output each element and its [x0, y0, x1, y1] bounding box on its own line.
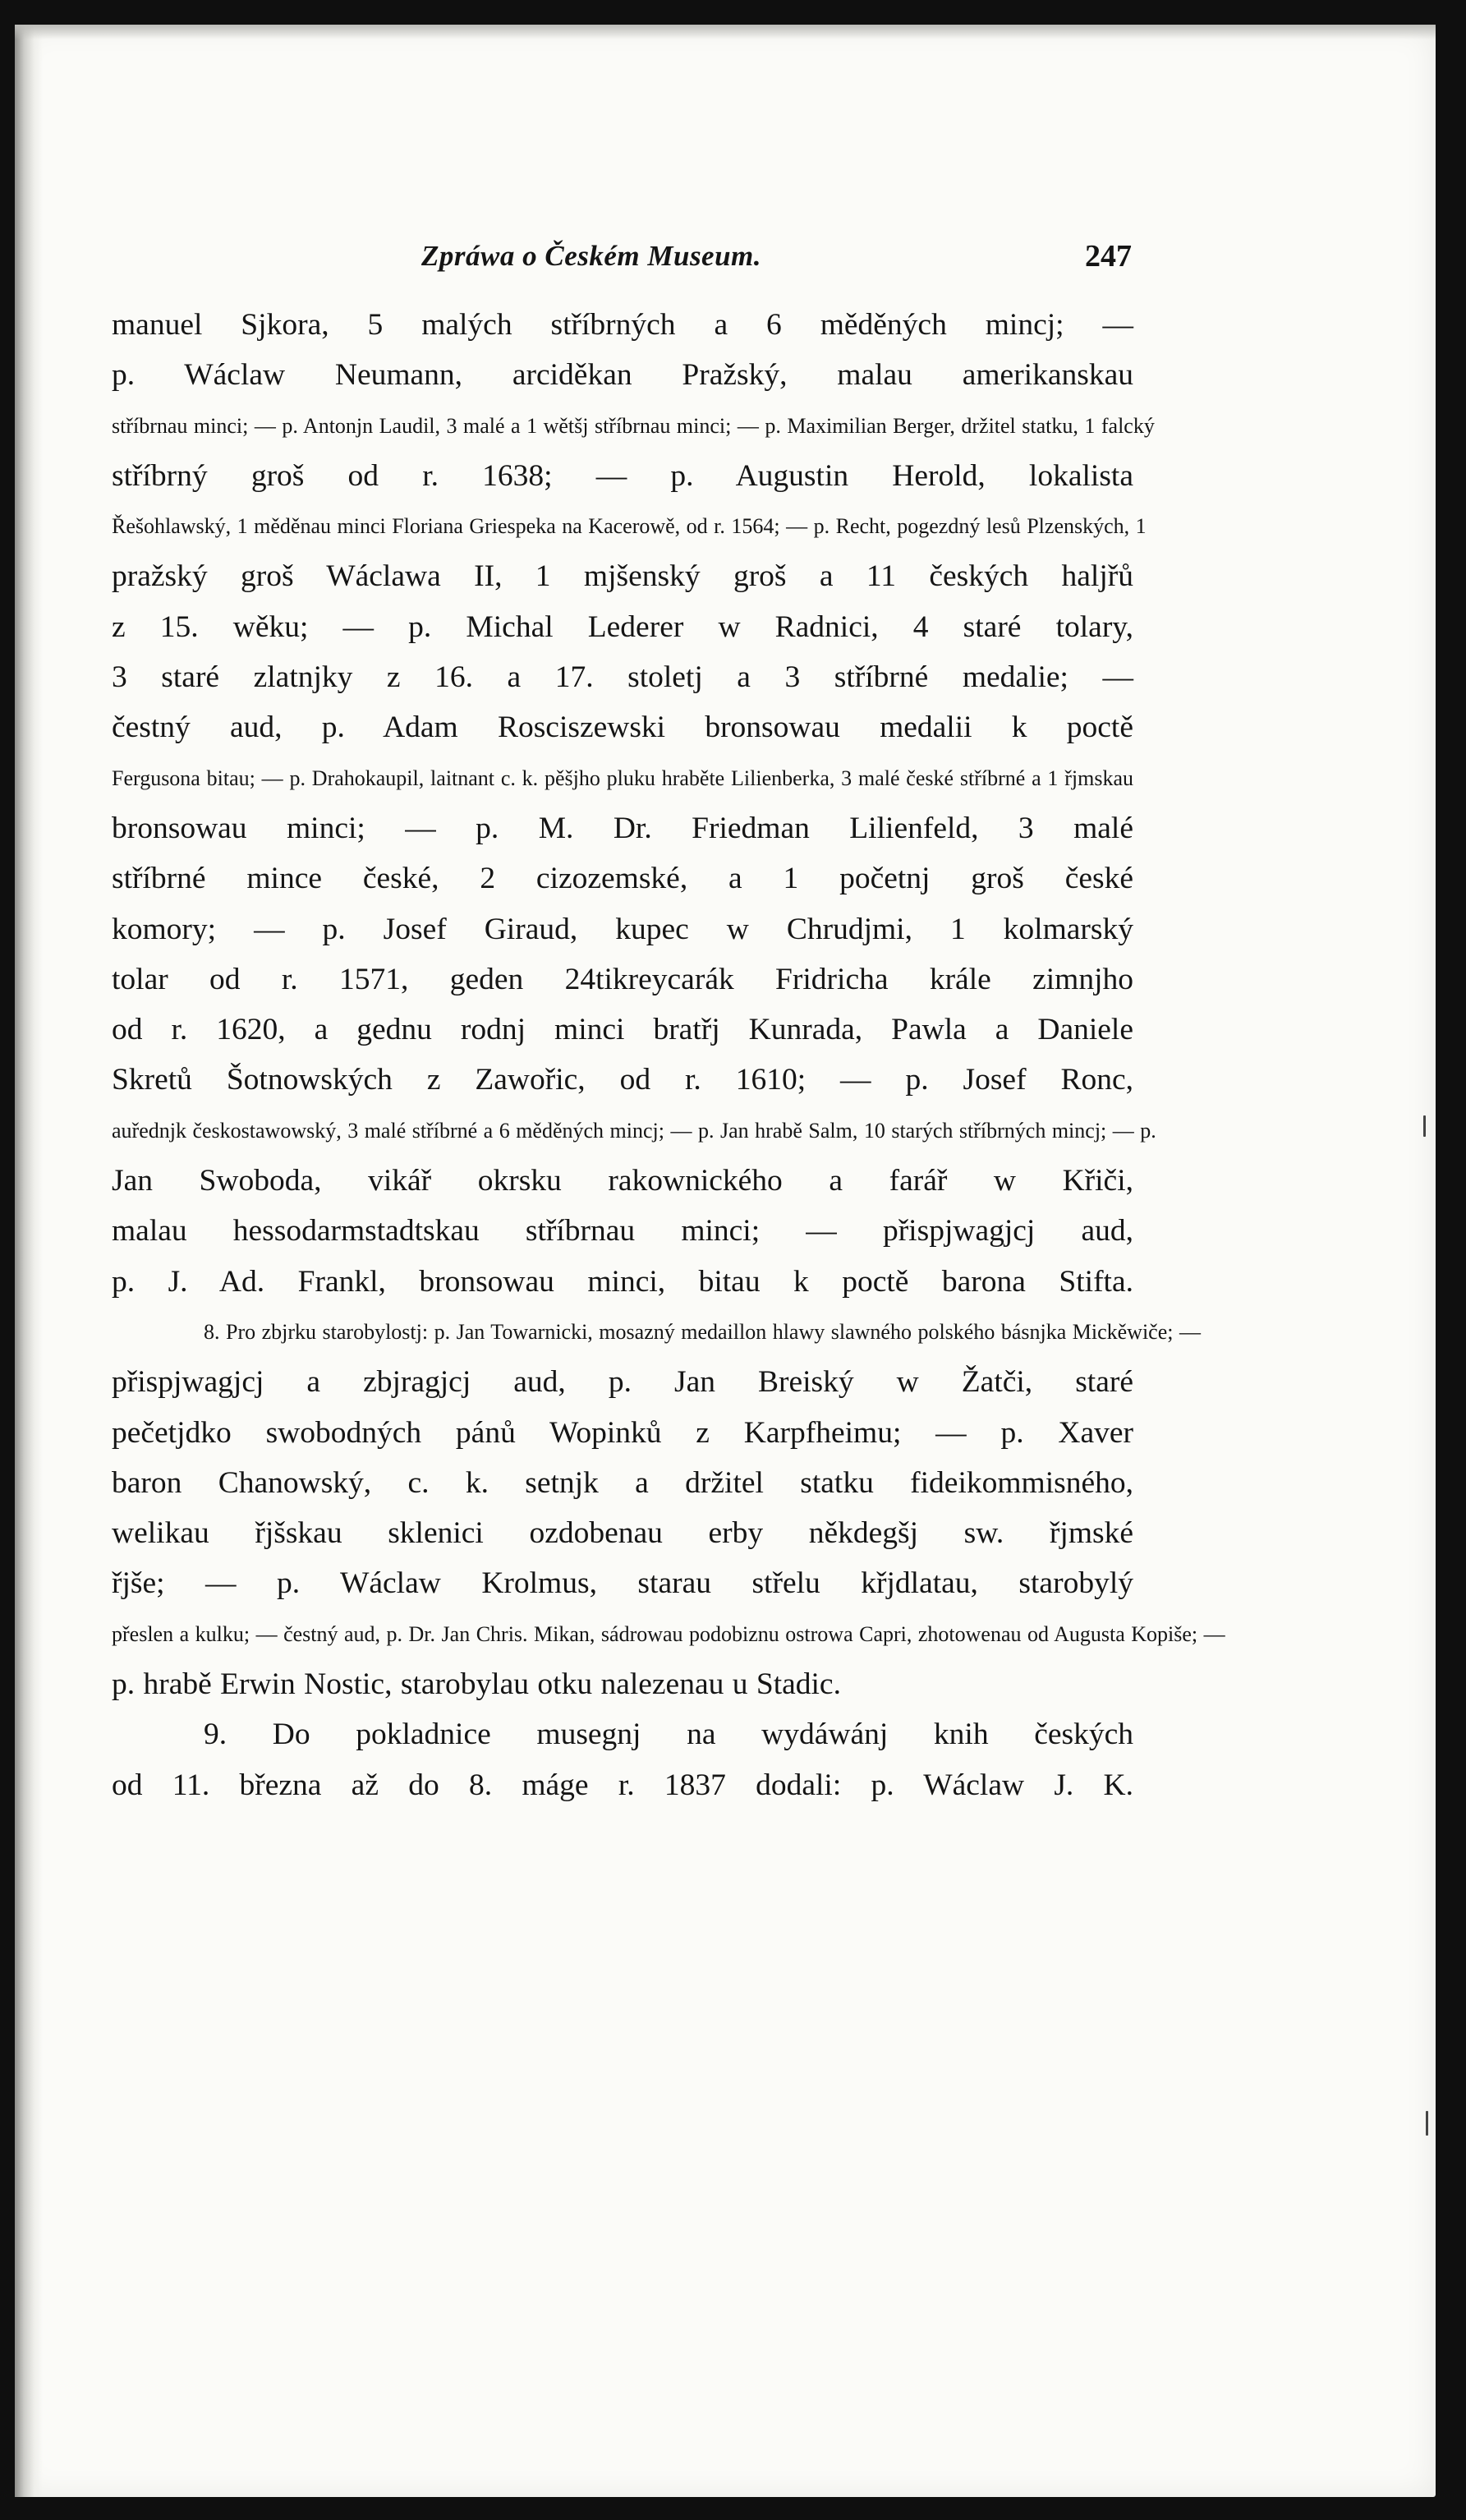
running-head — [113, 240, 1132, 273]
text-line: pražský groš Wáclawa II, 1 mjšenský groš a 11 českých haljřů — [112, 559, 1133, 594]
text-line: přispjwagjcj a zbjragjcj aud, p. Jan Breiský w Žatči, staré — [112, 1365, 1133, 1400]
text-line: Fergusona bitau; — p. Drahokaupil, laitnant c. k. pěšjho pluku hraběte Lilienberka, 3 malé české stříbrné a 1 řjmskau — [112, 766, 1133, 790]
margin-mark — [1423, 1115, 1426, 1137]
text-line: manuel Sjkora, 5 malých stříbrných a 6 měděných mincj; — — [112, 308, 1133, 342]
book-page — [15, 25, 1436, 2497]
page-gutter-shadow — [15, 25, 43, 2497]
text-line: p. J. Ad. Frankl, bronsowau minci, bitau k poctě barona Stifta. — [112, 1264, 1133, 1299]
text-line: tolar od r. 1571, geden 24tikreycarák Fridricha krále zimnjho — [112, 962, 1133, 996]
text-line: p. Wáclaw Neumann, arciděkan Pražský, malau amerikanskau — [112, 358, 1133, 393]
text-line: bronsowau minci; — p. M. Dr. Friedman Lilienfeld, 3 malé — [112, 811, 1133, 845]
text-line: komory; — p. Josef Giraud, kupec w Chrudjmi, 1 kolmarský — [112, 912, 1133, 946]
text-line: Jan Swoboda, vikář okrsku rakownického a farář w Křiči, — [112, 1164, 1133, 1198]
text-line: p. hrabě Erwin Nostic, starobylau otku nalezenau u Stadic. — [112, 1667, 841, 1702]
text-line: z 15. wěku; — p. Michal Lederer w Radnici, 4 staré tolary, — [112, 609, 1133, 644]
text-line: od r. 1620, a gednu rodnj minci bratřj Kunrada, Pawla a Daniele — [112, 1013, 1133, 1047]
text-line: Skretů Šotnowských z Zawořic, od r. 1610; — p. Josef Ronc, — [112, 1063, 1133, 1097]
body-text — [112, 300, 1225, 1810]
margin-mark — [1426, 2111, 1428, 2136]
text-line: malau hessodarmstadtskau stříbrnau minci; — přispjwagjcj aud, — [112, 1214, 1133, 1249]
text-line: pečetjdko swobodných pánů Wopinků z Karpfheimu; — p. Xaver — [112, 1415, 1133, 1450]
text-line: Řešohlawský, 1 měděnau minci Floriana Griespeka na Kacerowě, od r. 1564; — p. Recht, pogezdný lesů Plzenských, 1 — [112, 514, 1147, 539]
text-line: stříbrný groš od r. 1638; — p. Augustin Herold, lokalista — [112, 458, 1133, 493]
section-heading-line: 9. Do pokladnice musegnj na wydáwánj knih českých — [204, 1718, 1133, 1752]
text-line: auřednjk českostawowský, 3 malé stříbrné a 6 měděných mincj; — p. Jan hrabě Salm, 10 starých stříbrných mincj; — p. — [112, 1118, 1156, 1143]
section-heading-line: 8. Pro zbjrku starobylostj: p. Jan Towarnicki, mosazný medaillon hlawy slawného polského básnjka Mickěwiče; — — [204, 1319, 1201, 1344]
header-title: Zpráwa o Českém Museum. — [421, 240, 762, 272]
text-line: 3 staré zlatnjky z 16. a 17. stoletj a 3 stříbrné medalie; — — [112, 660, 1133, 695]
text-line: stříbrnau minci; — p. Antonjn Laudil, 3 malé a 1 wětšj stříbrnau minci; — p. Maximilian Berger, držitel statku, 1 falcký — [112, 413, 1155, 438]
text-line: od 11. března až do 8. máge r. 1837 dodali: p. Wáclaw J. K. — [112, 1768, 1133, 1802]
page-top-edge — [15, 25, 1436, 39]
text-line: baron Chanowský, c. k. setnjk a držitel statku fideikommisného, — [112, 1465, 1133, 1500]
text-line: řjše; — p. Wáclaw Krolmus, starau střelu křjdlatau, starobylý — [112, 1566, 1133, 1601]
text-line: přeslen a kulku; — čestný aud, p. Dr. Jan Chris. Mikan, sádrowau podobiznu ostrowa Capri, zhotowenau od Augusta Kopiše; — — [112, 1621, 1225, 1646]
text-line: stříbrné mince české, 2 cizozemské, a 1 početnj groš české — [112, 862, 1133, 896]
text-line: čestný aud, p. Adam Rosciszewski bronsowau medalii k poctě — [112, 710, 1133, 745]
page-number: 247 — [1085, 239, 1132, 274]
text-line: welikau řjšskau sklenici ozdobenau erby někdegšj sw. řjmské — [112, 1516, 1133, 1551]
